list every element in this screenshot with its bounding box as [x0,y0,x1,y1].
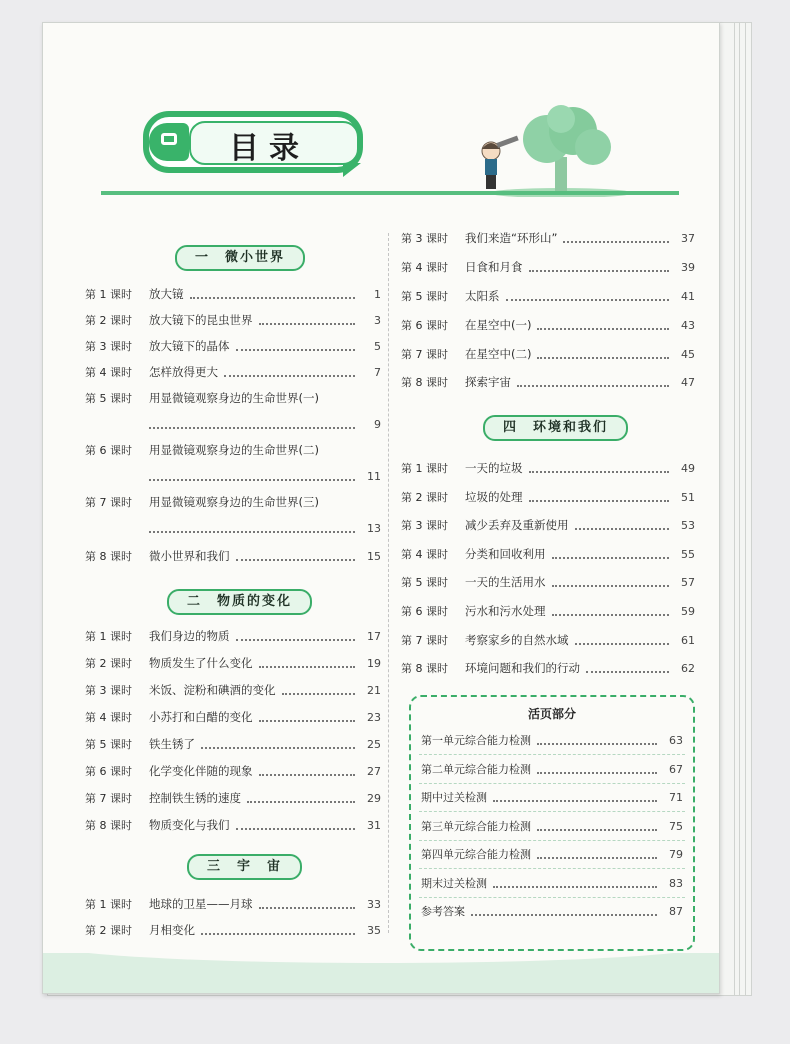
toc-entry[interactable] [85,285,381,303]
leader-dots [149,530,355,533]
page-number: 75 [669,819,683,833]
lesson-number: 第 7 课时 [85,792,132,805]
page-number: 29 [367,791,381,805]
lesson-title: 放大镜下的昆虫世界 [149,313,253,327]
page-number: 49 [681,461,695,475]
lesson-title: 日食和月食 [465,260,523,274]
lesson-title: 太阳系 [465,289,500,303]
leader-dots [537,327,669,330]
appendix-entry[interactable] [421,902,683,920]
lesson-number: 第 7 课时 [401,348,448,361]
page-number: 45 [681,347,695,361]
toc-entry[interactable] [401,258,695,276]
page-number: 57 [681,575,695,589]
lesson-number: 第 3 课时 [85,340,132,353]
lesson-number: 第 7 课时 [401,634,448,647]
toc-entry[interactable] [85,789,381,807]
lesson-title: 放大镜 [149,287,184,301]
lesson-number: 第 2 课时 [85,924,132,937]
leader-dots [259,906,356,909]
leader-dots [575,527,670,530]
page-number: 13 [367,521,381,535]
page-number: 27 [367,764,381,778]
lesson-title: 在星空中(一) [465,318,532,332]
lesson-title: 考察家乡的自然水域 [465,633,569,647]
row-separator [419,897,685,898]
toc-entry[interactable] [401,545,695,563]
page-number: 3 [374,313,381,327]
toc-entry[interactable] [85,389,381,407]
lesson-title: 怎样放得更大 [149,365,218,379]
unit-2-title: 二 物质的变化 [167,589,312,615]
lesson-number: 第 5 课时 [85,392,132,405]
leader-dots [517,384,669,387]
toc-entry[interactable] [401,631,695,649]
page-number: 79 [669,847,683,861]
leader-dots [552,556,670,559]
lesson-number: 第 8 课时 [401,662,448,675]
page-number: 9 [374,417,381,431]
page-number: 43 [681,318,695,332]
toc-entry[interactable] [401,602,695,620]
toc-entry[interactable] [85,363,381,381]
toc-entry[interactable] [85,547,381,565]
page-number: 53 [681,518,695,532]
leader-dots [149,478,355,481]
tree-trunk [555,157,567,193]
lesson-number: 第 4 课时 [85,711,132,724]
lesson-number: 第 8 课时 [85,550,132,563]
page-number: 39 [681,260,695,274]
appendix-entry-title: 第一单元综合能力检测 [421,734,531,747]
page-number: 59 [681,604,695,618]
appendix-entry[interactable] [421,731,683,749]
page-number: 25 [367,737,381,751]
lesson-title: 一天的垃圾 [465,461,523,475]
unit-3-title: 三 宇 宙 [187,854,302,880]
leader-dots [471,913,657,916]
toc-entry[interactable] [401,229,695,247]
leader-dots [224,374,355,377]
appendix-entry-title: 第二单元综合能力检测 [421,763,531,776]
column-divider [388,233,389,933]
lesson-title: 小苏打和白醋的变化 [149,710,253,724]
lesson-number: 第 1 课时 [85,630,132,643]
page-number: 17 [367,629,381,643]
boy-legs [486,175,496,189]
boy-body [485,159,497,175]
toc-entry[interactable] [401,573,695,591]
page-number: 71 [669,790,683,804]
unit-1-title: 一 微小世界 [175,245,305,271]
page-number: 33 [367,897,381,911]
leader-dots [537,828,657,831]
page-number: 21 [367,683,381,697]
appendix-box [409,695,695,951]
leader-dots [537,856,657,859]
lesson-title: 物质变化与我们 [149,818,230,832]
lesson-number: 第 1 课时 [85,288,132,301]
leader-dots [201,746,355,749]
appendix-title: 活页部分 [527,707,576,721]
leader-dots [201,932,355,935]
lesson-number: 第 2 课时 [401,491,448,504]
toc-entry[interactable] [85,895,381,913]
lesson-title: 在星空中(二) [465,347,532,361]
lesson-title: 化学变化伴随的现象 [149,764,253,778]
lesson-number: 第 6 课时 [401,319,448,332]
lesson-number: 第 3 课时 [85,684,132,697]
lesson-number: 第 3 课时 [401,519,448,532]
leader-dots [236,348,356,351]
lesson-number: 第 4 课时 [401,261,448,274]
unit-4-title: 四 环境和我们 [483,415,628,441]
lesson-title: 污水和污水处理 [465,604,546,618]
page-number: 37 [681,231,695,245]
page-number: 63 [669,733,683,747]
leader-dots [282,692,356,695]
leader-dots [493,885,657,888]
page-number: 67 [669,762,683,776]
book-page-stack [42,22,750,994]
page-number: 47 [681,375,695,389]
toc-entry[interactable] [85,708,381,726]
leader-dots [529,499,670,502]
lesson-title: 我们身边的物质 [149,629,230,643]
appendix-entry-title: 第四单元综合能力检测 [421,848,531,861]
lesson-title: 微小世界和我们 [149,549,230,563]
leader-dots [537,771,657,774]
lesson-title: 一天的生活用水 [465,575,546,589]
toc-entry[interactable] [401,373,695,391]
lesson-number: 第 7 课时 [85,496,132,509]
appendix-entry[interactable] [421,817,683,835]
leader-dots [236,827,356,830]
page-number: 35 [367,923,381,937]
lesson-title: 控制铁生锈的速度 [149,791,241,805]
lesson-title: 放大镜下的晶体 [149,339,230,353]
lesson-number: 第 2 课时 [85,314,132,327]
toc-entry[interactable] [85,921,381,939]
toc-entry[interactable] [85,311,381,329]
lesson-title: 用显微镜观察身边的生命世界(二) [149,443,319,457]
lesson-title: 物质发生了什么变化 [149,656,253,670]
lesson-title: 探索宇宙 [465,375,511,389]
appendix-entry[interactable] [421,788,683,806]
boy-telescope-tree-illustration [443,105,643,197]
leader-dots [259,665,356,668]
toc-entry[interactable] [85,735,381,753]
header-divider [101,191,679,195]
leader-dots [236,558,356,561]
toc-entry[interactable] [401,459,695,477]
lesson-title: 月相变化 [149,923,195,937]
lesson-number: 第 4 课时 [401,548,448,561]
toc-entry[interactable] [85,627,381,645]
appendix-entry[interactable] [421,845,683,863]
row-separator [419,754,685,755]
page-number: 7 [374,365,381,379]
page-number: 83 [669,876,683,890]
toc-entry[interactable] [85,681,381,699]
toc-entry[interactable] [85,441,381,459]
lesson-title: 减少丢弃及重新使用 [465,518,569,532]
page-number: 62 [681,661,695,675]
lesson-number: 第 8 课时 [401,376,448,389]
lesson-title: 地球的卫星——月球 [149,897,253,911]
leader-dots [236,638,356,641]
lesson-title: 环境问题和我们的行动 [465,661,580,675]
page-number: 19 [367,656,381,670]
toc-entry-continuation[interactable] [149,519,381,537]
title-banner [143,103,343,187]
page-number: 5 [374,339,381,353]
lesson-number: 第 3 课时 [401,232,448,245]
lesson-number: 第 6 课时 [401,605,448,618]
toc-entry[interactable] [401,287,695,305]
leader-dots [190,296,356,299]
lesson-number: 第 6 课时 [85,444,132,457]
lesson-number: 第 4 课时 [85,366,132,379]
toc-page [42,22,720,994]
lesson-title: 我们来造“环形山” [465,231,558,245]
lesson-number: 第 5 课时 [401,576,448,589]
lesson-title: 用显微镜观察身边的生命世界(一) [149,391,319,405]
lesson-number: 第 5 课时 [401,290,448,303]
leader-dots [552,584,670,587]
lesson-number: 第 2 课时 [85,657,132,670]
page-footer-band [43,953,719,993]
leader-dots [259,773,356,776]
page-number: 55 [681,547,695,561]
leader-dots [563,240,669,243]
lesson-number: 第 1 课时 [85,898,132,911]
appendix-entry[interactable] [421,760,683,778]
lesson-title: 分类和回收利用 [465,547,546,561]
leader-dots [529,470,670,473]
leader-dots [529,269,670,272]
appendix-entry[interactable] [421,874,683,892]
toc-entry-continuation[interactable] [149,415,381,433]
lesson-title: 用显微镜观察身边的生命世界(三) [149,495,319,509]
lesson-number: 第 1 课时 [401,462,448,475]
page-number: 41 [681,289,695,303]
lesson-number: 第 8 课时 [85,819,132,832]
speech-tail [343,163,361,177]
toc-entry[interactable] [401,659,695,677]
leader-dots [537,742,657,745]
toc-entry[interactable] [85,654,381,672]
leader-dots [575,642,670,645]
leader-dots [259,719,356,722]
page-number: 61 [681,633,695,647]
lesson-title: 垃圾的处理 [465,490,523,504]
appendix-entry-title: 第三单元综合能力检测 [421,820,531,833]
toc-entry[interactable] [401,488,695,506]
toc-entry[interactable] [401,516,695,534]
leader-dots [552,613,670,616]
leader-dots [506,298,670,301]
leader-dots [247,800,355,803]
leader-dots [586,670,669,673]
toc-entry[interactable] [85,337,381,355]
lesson-title: 铁生锈了 [149,737,195,751]
book-icon [149,123,189,161]
page-number: 51 [681,490,695,504]
page-number: 15 [367,549,381,563]
lesson-number: 第 5 课时 [85,738,132,751]
leader-dots [149,426,355,429]
leader-dots [537,356,669,359]
appendix-entry-title: 参考答案 [421,905,465,918]
page-title: 目录 [229,131,309,166]
toc-entry[interactable] [401,345,695,363]
page-number: 11 [367,469,381,483]
row-separator [419,811,685,812]
page-number: 23 [367,710,381,724]
toc-entry[interactable] [401,316,695,334]
toc-entry[interactable] [85,762,381,780]
toc-entry-continuation[interactable] [149,467,381,485]
leader-dots [493,799,657,802]
leader-dots [259,322,356,325]
appendix-entry-title: 期中过关检测 [421,791,487,804]
lesson-number: 第 6 课时 [85,765,132,778]
telescope [496,136,518,148]
appendix-entry-title: 期末过关检测 [421,877,487,890]
row-separator [419,868,685,869]
row-separator [419,840,685,841]
row-separator [419,783,685,784]
lesson-title: 米饭、淀粉和碘酒的变化 [149,683,276,697]
page-number: 87 [669,904,683,918]
page-number: 31 [367,818,381,832]
toc-entry[interactable] [85,816,381,834]
toc-entry[interactable] [85,493,381,511]
page-number: 1 [374,287,381,301]
